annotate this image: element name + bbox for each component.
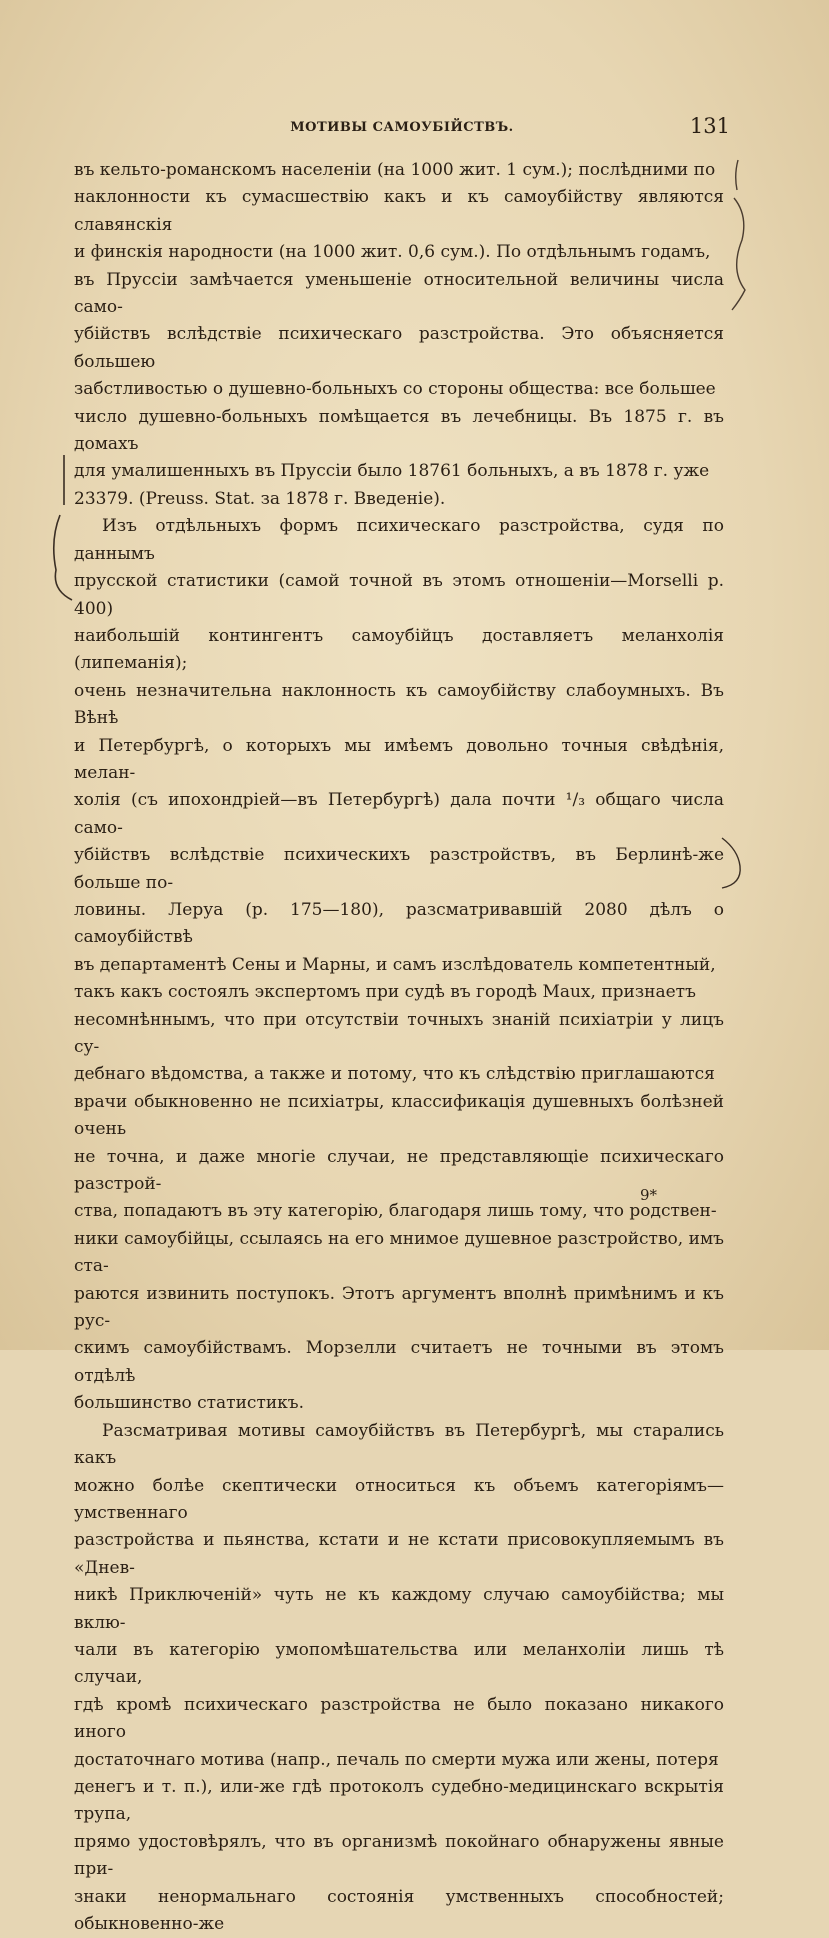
text-line: скимъ самоубійствамъ. Морзелли считаетъ не точными въ этомъ отдѣлѣ [74, 1338, 724, 1386]
right-margin-bracket-top [732, 160, 745, 310]
right-margin-bracket-bottom [722, 838, 740, 888]
paragraph-3 [74, 1418, 724, 1938]
text-line: наклонности къ сумасшествію какъ и къ самоубійству являются славянскія [74, 187, 724, 235]
text-line: достаточнаго мотива (напр., печаль по смерти мужа или жены, потеря [74, 1749, 719, 1770]
text-line: наибольшій контингентъ самоубійцъ доставляетъ меланхолія (липеманія); [74, 625, 724, 674]
text-line: чали въ категорію умопомѣшательства или меланхоліи лишь тѣ случаи, [74, 1639, 724, 1688]
text-line: дебнаго вѣдомства, а также и потому, что къ слѣдствію приглашаются [74, 1064, 715, 1085]
text-line: раются извинить поступокъ. Этотъ аргументъ вполнѣ примѣнимъ и къ рус- [74, 1283, 724, 1332]
left-margin-bracket [54, 455, 72, 600]
page-header [74, 114, 730, 144]
text-line: несомнѣннымъ, что при отсутствіи точныхъ знаній психіатріи у лицъ су- [74, 1009, 724, 1057]
text-line: и Петербургѣ, о которыхъ мы имѣемъ довольно точныя свѣдѣнія, мелан- [74, 735, 724, 783]
text-line: въ кельто-романскомъ населеніи (на 1000 жит. 1 сум.); послѣдними по [74, 160, 716, 180]
text-line: въ департаментѣ Сены и Марны, и самъ изслѣдователь компетентный, [74, 954, 716, 975]
paragraph-1 [74, 157, 724, 513]
text-line: денегъ и т. п.), или-же гдѣ протоколъ судебно-медицинскаго вскрытія трупа, [74, 1776, 724, 1825]
text-line: убійствъ вслѣдствіе психическаго разстройства. Это объясняется большею [74, 324, 724, 372]
text-line: холія (съ ипохондріей—въ Петербургѣ) дала почти ¹/₃ общаго числа само- [74, 790, 724, 838]
text-line: число душевно-больныхъ помѣщается въ лечебницы. Въ 1875 г. въ домахъ [74, 406, 724, 455]
running-title: МОТИВЫ САМОУБІЙСТВЪ. [290, 120, 514, 135]
text-line: прямо удостовѣрялъ, что въ организмѣ покойнаго обнаружены явные при- [74, 1831, 724, 1880]
page-body [74, 157, 724, 1938]
text-line: ства, попадаютъ въ эту категорію, благодаря лишь тому, что родствен- [74, 1201, 717, 1222]
text-line: Изъ отдѣльныхъ формъ психическаго разстройства, судя по даннымъ [74, 516, 724, 564]
text-line: гдѣ кромѣ психическаго разстройства не было показано никакого иного [74, 1694, 724, 1743]
text-line: въ Пруссіи замѣчается уменьшеніе относительной величины числа само- [74, 269, 724, 318]
text-line: большинство статистикъ. [74, 1393, 305, 1414]
text-line: такъ какъ состоялъ экспертомъ при судѣ въ городѣ Maux, признаетъ [74, 982, 696, 1003]
text-line: убійствъ вслѣдствіе психическихъ разстройствъ, въ Берлинѣ-же больше по- [74, 845, 724, 893]
signature-mark: 9* [640, 1186, 658, 1204]
text-line: очень незначительна наклонность къ самоубійству слабоумныхъ. Въ Вѣнѣ [74, 680, 724, 729]
text-line: врачи обыкновенно не психіатры, классификація душевныхъ болѣзней очень [74, 1091, 724, 1140]
paragraph-2 [74, 513, 724, 1417]
text-line: ловины. Леруа (p. 175—180), разсматривавшій 2080 дѣлъ о самоубійствѣ [74, 899, 724, 948]
text-line: Разсматривая мотивы самоубійствъ въ Петербургѣ, мы старались какъ [74, 1420, 724, 1469]
text-line: и финскія народности (на 1000 жит. 0,6 сум.). По отдѣльнымъ годамъ, [74, 242, 711, 263]
text-line: 23379. (Preuss. Stat. за 1878 г. Введеніе). [74, 488, 446, 509]
text-line: разстройства и пьянства, кстати и не кстати присовокупляемымъ въ «Днев- [74, 1530, 724, 1578]
text-line: забстливостью о душевно-больныхъ со стороны общества: все большее [74, 379, 716, 400]
text-line: прусской статистики (самой точной въ этомъ отношеніи—Morselli p. 400) [74, 571, 724, 619]
text-line: никѣ Приключеній» чуть не къ каждому случаю самоубійства; мы вклю- [74, 1585, 724, 1633]
text-line: знаки ненормальнаго состоянія умственныхъ способностей; обыкновенно-же [74, 1886, 724, 1934]
text-line: не точна, и даже многіе случаи, не представляющіе психическаго разстрой- [74, 1146, 724, 1195]
text-line: можно болѣе скептически относиться къ объемъ категоріямъ—умственнаго [74, 1475, 724, 1523]
text-line: ники самоубійцы, ссылаясь на его мнимое душевное разстройство, имъ ста- [74, 1228, 724, 1277]
text-line: для умалишенныхъ въ Пруссіи было 18761 больныхъ, а въ 1878 г. уже [74, 461, 710, 482]
page-number: 131 [689, 114, 730, 138]
